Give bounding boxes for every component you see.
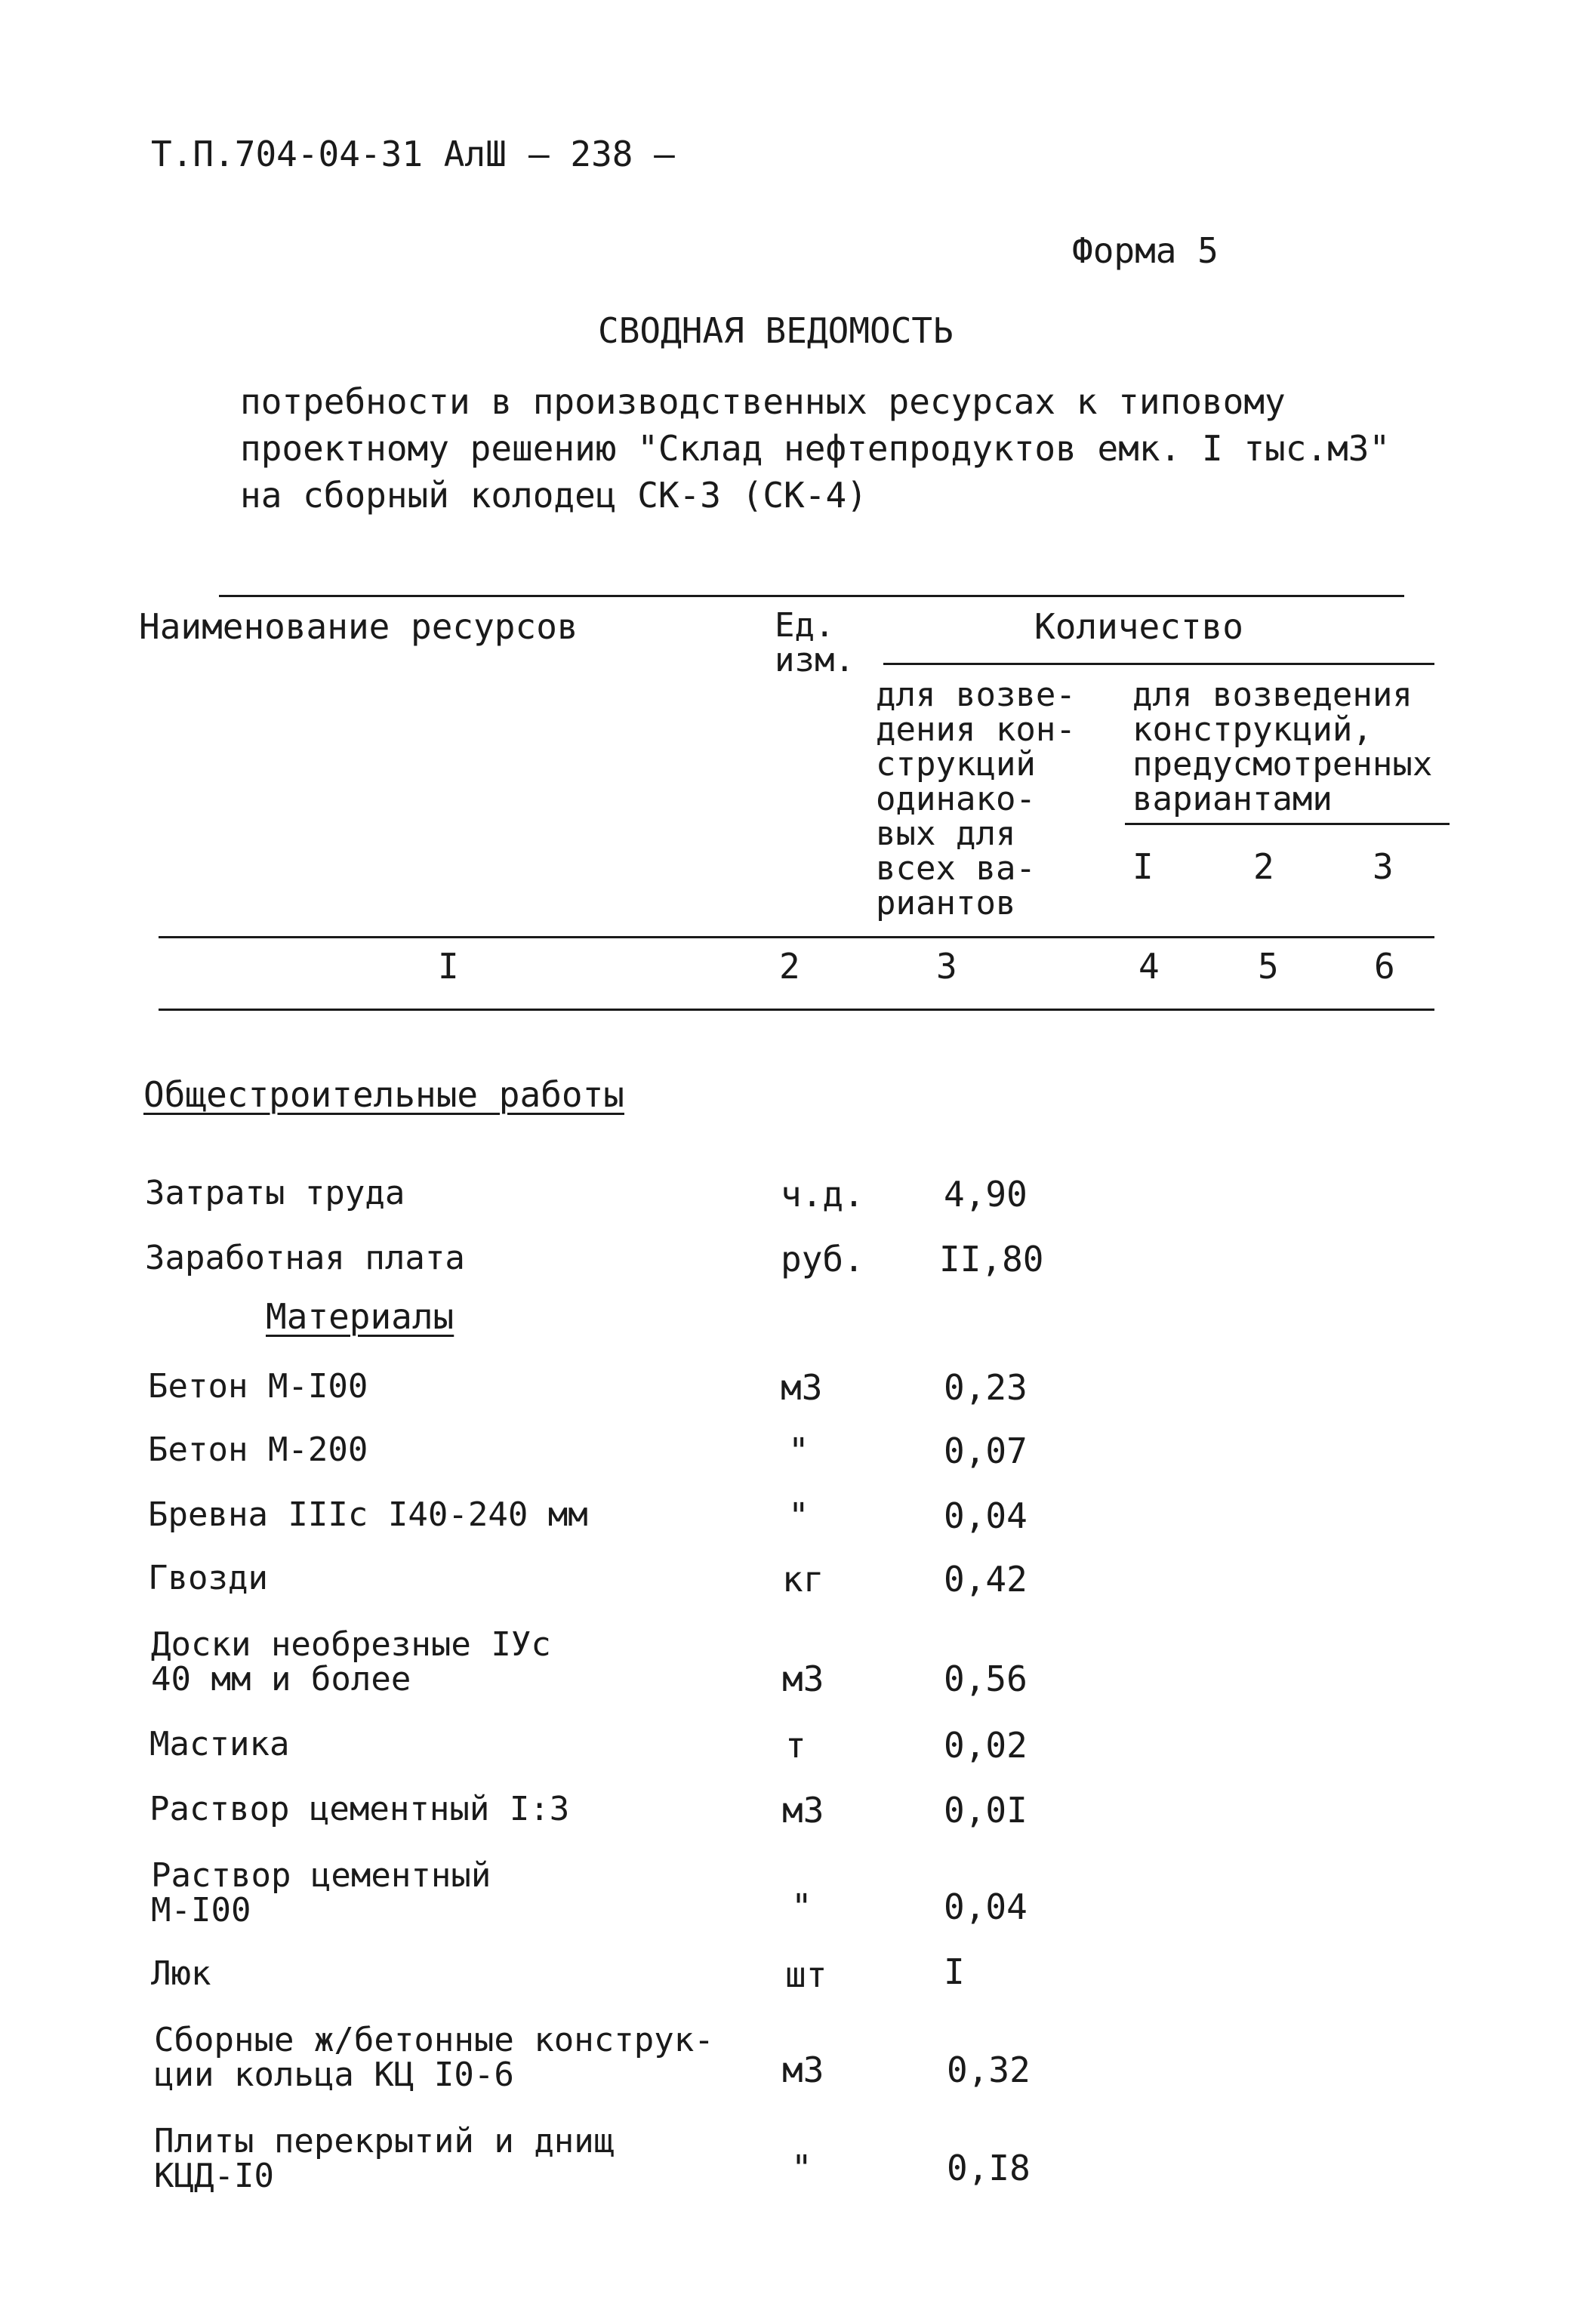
title-line-2: проектному решению "Склад нефтепродуктов емк. I тыс.м3"	[240, 428, 1391, 469]
row-7-unit: м3	[782, 1658, 824, 1699]
row-5-unit: "	[788, 1495, 809, 1536]
row-4-unit: "	[788, 1431, 809, 1471]
variant-label-3: 3	[1373, 846, 1394, 887]
row-2-unit: руб.	[781, 1239, 864, 1280]
document-code: Т.П.704-04-31 АлШ	[151, 134, 507, 174]
column-numbers-bottom-rule	[159, 1009, 1434, 1011]
column-header-quantity: Количество	[1034, 606, 1243, 647]
row-8-name: Мастика	[149, 1725, 290, 1763]
row-2-name: Заработная плата	[145, 1239, 465, 1277]
column-number-2: 2	[779, 946, 800, 987]
row-3-name: Бетон М-I00	[148, 1367, 368, 1406]
title-line-1: потребности в производственных ресурсах к типовому	[240, 381, 1286, 422]
row-13-name: Плиты перекрытий и днищ КЦД-I0	[154, 2122, 615, 2195]
variant-label-1: I	[1132, 846, 1154, 887]
row-1-value: 4,90	[944, 1174, 1028, 1215]
column-number-6: 6	[1374, 946, 1395, 987]
row-11-name: Люк	[151, 1954, 211, 1993]
row-11-value: I	[944, 1951, 965, 1992]
row-3-unit: м3	[781, 1367, 823, 1408]
row-7-name: Доски необрезные IУс 40 мм и более	[151, 1625, 551, 1698]
row-11-unit: шт	[785, 1954, 827, 1995]
row-6-unit: кг	[782, 1559, 824, 1600]
column-number-1: I	[438, 946, 459, 987]
column-header-common: для возве- дения кон- струкций одинако- вых для всех ва- риантов	[876, 676, 1076, 922]
row-2-value: II,80	[939, 1239, 1044, 1280]
row-4-value: 0,07	[944, 1431, 1028, 1471]
table-top-rule	[219, 595, 1404, 597]
row-7-value: 0,56	[944, 1658, 1028, 1699]
row-13-value: 0,I8	[947, 2148, 1031, 2188]
row-6-name: Гвозди	[148, 1559, 268, 1597]
row-5-name: Бревна IIIс I40-240 мм	[148, 1495, 588, 1534]
column-number-3: 3	[936, 946, 957, 987]
row-12-name: Сборные ж/бетонные конструк- ции кольца КЦ I0-6	[154, 2021, 714, 2094]
row-9-name: Раствор цементный I:3	[149, 1790, 570, 1828]
row-1-unit: ч.д.	[781, 1174, 864, 1215]
row-6-value: 0,42	[944, 1559, 1028, 1600]
row-10-unit: "	[791, 1886, 812, 1927]
row-12-unit: м3	[782, 2050, 824, 2090]
form-label: Форма 5	[1072, 230, 1219, 271]
row-8-value: 0,02	[944, 1725, 1028, 1766]
column-numbers-top-rule	[159, 936, 1434, 938]
row-10-name: Раствор цементный М-I00	[151, 1856, 491, 1929]
subsection-title: Материалы	[266, 1296, 454, 1337]
row-9-value: 0,0I	[944, 1790, 1028, 1831]
row-10-value: 0,04	[944, 1886, 1028, 1927]
title-line-3: на сборный колодец СК-3 (СК-4)	[240, 475, 867, 516]
column-header-unit: Ед. изм.	[775, 606, 855, 679]
column-header-variants: для возведения конструкций, предусмотренных вариантами	[1132, 676, 1433, 818]
row-12-value: 0,32	[947, 2050, 1031, 2090]
column-number-4: 4	[1138, 946, 1160, 987]
page-number: — 238 —	[528, 134, 675, 174]
row-13-unit: "	[791, 2148, 812, 2188]
row-5-value: 0,04	[944, 1495, 1028, 1536]
column-number-5: 5	[1258, 946, 1279, 987]
variants-header-rule	[1125, 823, 1450, 825]
variant-label-2: 2	[1253, 846, 1274, 887]
row-3-value: 0,23	[944, 1367, 1028, 1408]
quantity-header-rule	[883, 663, 1434, 665]
row-9-unit: м3	[782, 1790, 824, 1831]
column-header-name: Наименование ресурсов	[139, 606, 578, 647]
row-4-name: Бетон М-200	[148, 1431, 368, 1469]
row-1-name: Затраты труда	[145, 1174, 405, 1212]
row-8-unit: т	[785, 1725, 806, 1766]
section-title: Общестроительные работы	[143, 1074, 624, 1115]
document-title: СВОДНАЯ ВЕДОМОСТЬ	[598, 310, 954, 351]
